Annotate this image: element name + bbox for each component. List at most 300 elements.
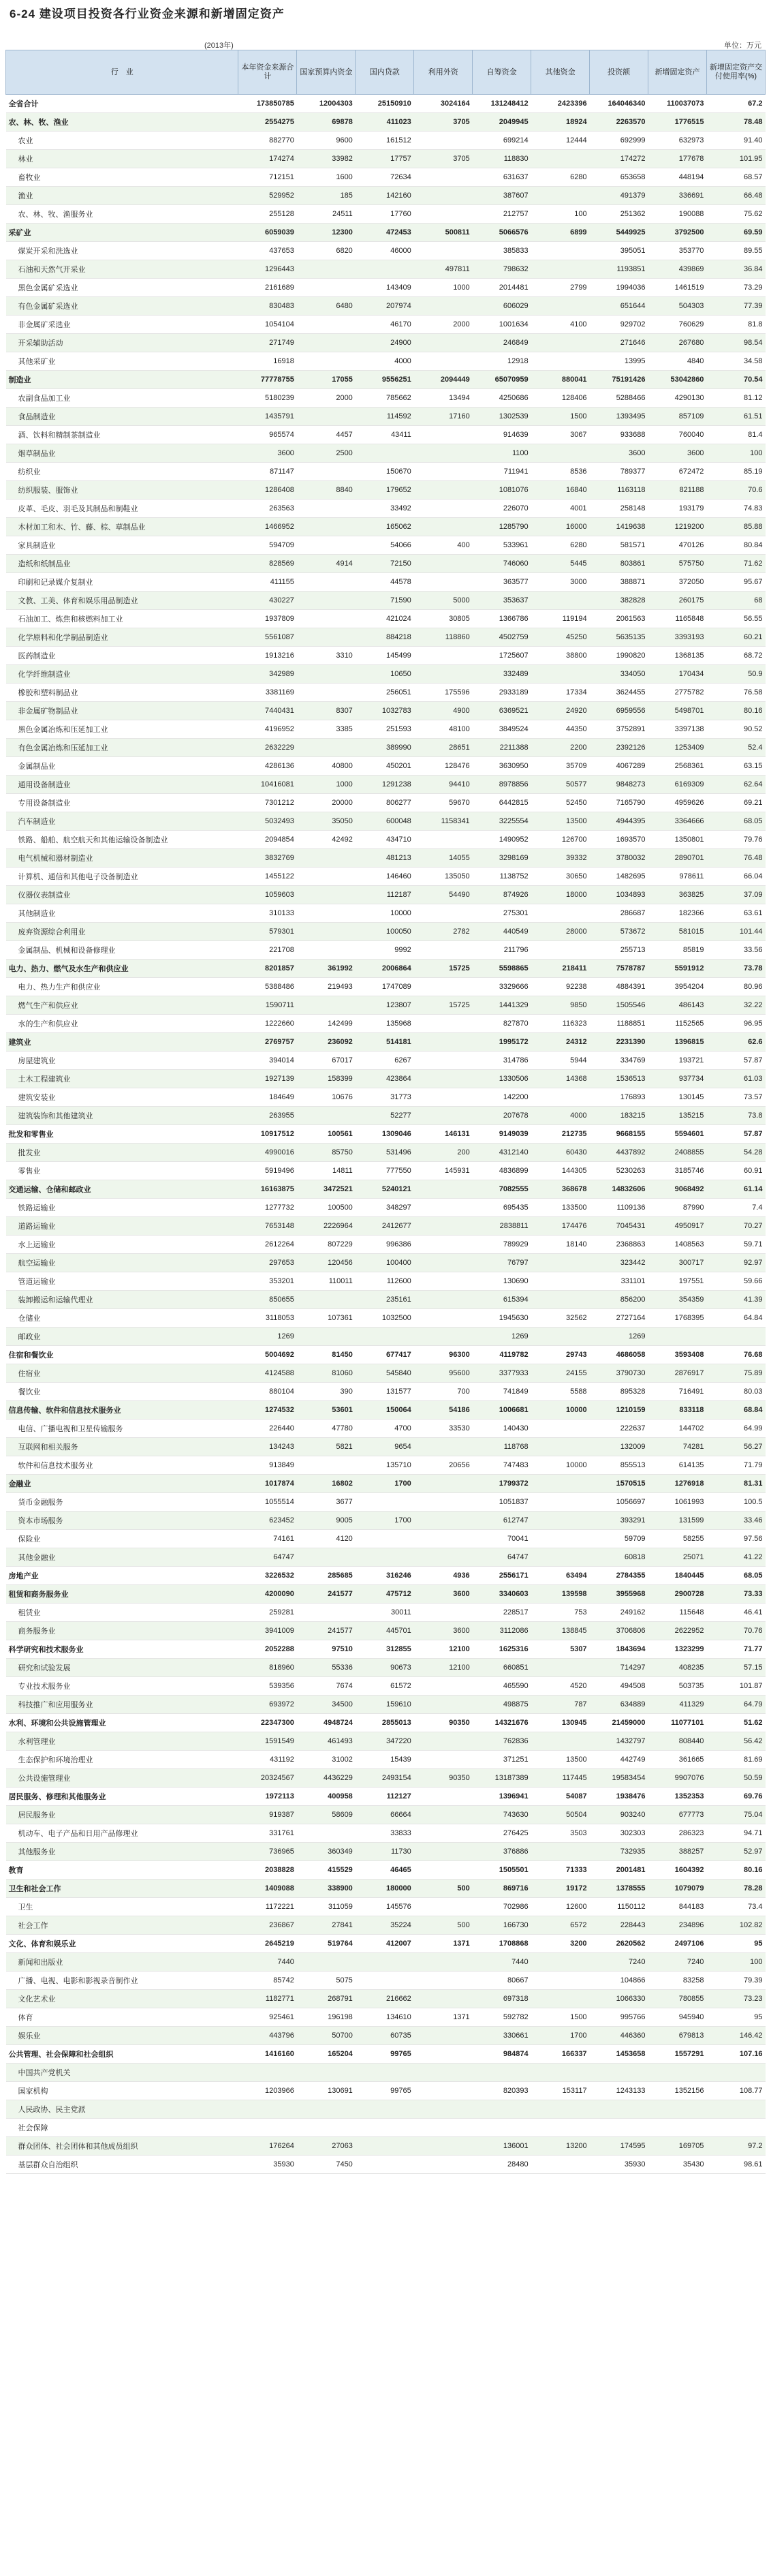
- table-row: [6, 1180, 766, 1199]
- value-cell: 780855: [648, 1990, 707, 2008]
- industry-name-cell: 基层群众自治组织: [6, 2156, 238, 2174]
- industry-name-cell: 卫生: [6, 1898, 238, 1916]
- industry-name-cell: 医药制造业: [6, 647, 238, 665]
- value-cell: 807229: [297, 1236, 356, 1254]
- value-cell: 3677: [297, 1493, 356, 1512]
- industry-name-cell: 采矿业: [6, 224, 238, 242]
- value-cell: [531, 1493, 590, 1512]
- value-cell: [238, 2064, 297, 2082]
- unit-label: 单位：万元: [724, 42, 761, 50]
- value-cell: 12300: [297, 224, 356, 242]
- table-row: [6, 2045, 766, 2064]
- table-row: [6, 1548, 766, 1567]
- value-cell: 1152565: [648, 1015, 707, 1033]
- value-cell: 123807: [356, 996, 414, 1015]
- table-row: [6, 1070, 766, 1088]
- table-row: [6, 168, 766, 187]
- table-row: [6, 1199, 766, 1217]
- value-cell: 9654: [356, 1438, 414, 1456]
- value-cell: [414, 500, 473, 518]
- value-cell: 623452: [238, 1512, 297, 1530]
- value-cell: 903240: [590, 1806, 648, 1824]
- industry-name-cell: 研究和试验发展: [6, 1659, 238, 1677]
- value-cell: 14321676: [473, 1714, 531, 1732]
- table-row: [6, 1769, 766, 1788]
- value-cell: 5635135: [590, 628, 648, 647]
- value-cell: 267680: [648, 334, 707, 352]
- value-cell: 14368: [531, 1070, 590, 1088]
- value-cell: 699214: [473, 132, 531, 150]
- value-cell: 833118: [648, 1401, 707, 1420]
- table-row: [6, 1567, 766, 1585]
- value-cell: 615394: [473, 1291, 531, 1309]
- value-cell: [297, 996, 356, 1015]
- industry-name-cell: 批发和零售业: [6, 1125, 238, 1144]
- value-cell: 430227: [238, 592, 297, 610]
- value-cell: 14832606: [590, 1180, 648, 1199]
- value-cell: [531, 187, 590, 205]
- table-row: [6, 849, 766, 868]
- value-cell: 145499: [356, 647, 414, 665]
- value-cell: 69.59: [706, 224, 765, 242]
- value-cell: 76.58: [706, 684, 765, 702]
- value-cell: 35930: [590, 2156, 648, 2174]
- value-cell: [356, 1530, 414, 1548]
- value-cell: 753: [531, 1604, 590, 1622]
- value-cell: 19583454: [590, 1769, 648, 1788]
- value-cell: 56.27: [706, 1438, 765, 1456]
- value-cell: 439869: [648, 260, 707, 279]
- table-row: [6, 352, 766, 371]
- value-cell: 1700: [531, 2027, 590, 2045]
- industry-name-cell: 农、林、牧、渔业: [6, 113, 238, 132]
- value-cell: [297, 518, 356, 536]
- value-cell: 5288466: [590, 389, 648, 408]
- value-cell: 660851: [473, 1659, 531, 1677]
- value-cell: 2497106: [648, 1935, 707, 1953]
- value-cell: 174272: [590, 150, 648, 168]
- value-cell: 3832769: [238, 849, 297, 868]
- value-cell: 145576: [356, 1898, 414, 1916]
- value-cell: 1913216: [238, 647, 297, 665]
- value-cell: 78.28: [706, 1880, 765, 1898]
- value-cell: 260175: [648, 592, 707, 610]
- value-cell: 218411: [531, 960, 590, 978]
- value-cell: [531, 941, 590, 960]
- table-row: [6, 242, 766, 260]
- value-cell: 38800: [531, 647, 590, 665]
- value-cell: 5944: [531, 1052, 590, 1070]
- table-row: [6, 941, 766, 960]
- value-cell: 96300: [414, 1346, 473, 1364]
- value-cell: [297, 2100, 356, 2119]
- value-cell: 1768395: [648, 1309, 707, 1328]
- value-cell: 3385: [297, 720, 356, 739]
- table-row: [6, 1732, 766, 1751]
- value-cell: [414, 2064, 473, 2082]
- value-cell: 443796: [238, 2027, 297, 2045]
- value-cell: 1505501: [473, 1861, 531, 1880]
- value-cell: [473, 2119, 531, 2137]
- value-cell: [414, 168, 473, 187]
- industry-name-cell: 农、林、牧、渔服务业: [6, 205, 238, 224]
- value-cell: 101.44: [706, 923, 765, 941]
- value-cell: 4000: [356, 352, 414, 371]
- value-cell: 10000: [531, 1456, 590, 1475]
- table-row: [6, 224, 766, 242]
- value-cell: 3790730: [590, 1364, 648, 1383]
- table-body: [6, 95, 766, 2174]
- value-cell: 395051: [590, 242, 648, 260]
- value-cell: 372050: [648, 573, 707, 592]
- value-cell: [356, 1953, 414, 1972]
- value-cell: 3780032: [590, 849, 648, 868]
- table-row: [6, 1475, 766, 1493]
- value-cell: [414, 941, 473, 960]
- value-cell: [531, 1438, 590, 1456]
- value-cell: 235161: [356, 1291, 414, 1309]
- value-cell: 4914: [297, 555, 356, 573]
- value-cell: 785662: [356, 389, 414, 408]
- value-cell: [414, 573, 473, 592]
- value-cell: 15439: [356, 1751, 414, 1769]
- value-cell: 193721: [648, 1052, 707, 1070]
- table-row: [6, 481, 766, 500]
- value-cell: 1138752: [473, 868, 531, 886]
- value-cell: [297, 316, 356, 334]
- value-cell: 925461: [238, 2008, 297, 2027]
- value-cell: 9068492: [648, 1180, 707, 1199]
- value-cell: 3329666: [473, 978, 531, 996]
- value-cell: 2890701: [648, 849, 707, 868]
- value-cell: 212735: [531, 1125, 590, 1144]
- value-cell: [531, 1272, 590, 1291]
- value-cell: [297, 849, 356, 868]
- value-cell: 153117: [531, 2082, 590, 2100]
- table-row: [6, 205, 766, 224]
- value-cell: 3705: [414, 150, 473, 168]
- value-cell: 347220: [356, 1732, 414, 1751]
- value-cell: [414, 444, 473, 463]
- industry-name-cell: 科技推广和应用服务业: [6, 1696, 238, 1714]
- value-cell: 3397138: [648, 720, 707, 739]
- value-cell: 415529: [297, 1861, 356, 1880]
- value-cell: 1253409: [648, 739, 707, 757]
- value-cell: 1843694: [590, 1640, 648, 1659]
- value-cell: 174595: [590, 2137, 648, 2156]
- industry-name-cell: 公共设施管理业: [6, 1769, 238, 1788]
- value-cell: 1435791: [238, 408, 297, 426]
- industry-name-cell: 金融业: [6, 1475, 238, 1493]
- value-cell: [414, 978, 473, 996]
- value-cell: [297, 573, 356, 592]
- column-header: 新增固定资产: [648, 50, 707, 95]
- value-cell: 4000: [531, 1107, 590, 1125]
- industry-name-cell: 管道运输业: [6, 1272, 238, 1291]
- value-cell: [297, 610, 356, 628]
- value-cell: 332489: [473, 665, 531, 684]
- table-row: [6, 316, 766, 334]
- value-cell: 423864: [356, 1070, 414, 1088]
- value-cell: [414, 297, 473, 316]
- value-cell: 312855: [356, 1640, 414, 1659]
- table-row: [6, 739, 766, 757]
- value-cell: 61572: [356, 1677, 414, 1696]
- value-cell: 491379: [590, 187, 648, 205]
- value-cell: [648, 2064, 707, 2082]
- value-cell: 575750: [648, 555, 707, 573]
- value-cell: 330661: [473, 2027, 531, 2045]
- value-cell: 54186: [414, 1401, 473, 1420]
- value-cell: 382828: [590, 592, 648, 610]
- value-cell: 92.97: [706, 1254, 765, 1272]
- value-cell: 72634: [356, 168, 414, 187]
- value-cell: [297, 1548, 356, 1567]
- value-cell: [531, 1972, 590, 1990]
- value-cell: 13200: [531, 2137, 590, 2156]
- value-cell: 2412677: [356, 1217, 414, 1236]
- value-cell: 820393: [473, 2082, 531, 2100]
- value-cell: 3706806: [590, 1622, 648, 1640]
- value-cell: 411155: [238, 573, 297, 592]
- value-cell: 5919496: [238, 1162, 297, 1180]
- value-cell: 1500: [531, 408, 590, 426]
- value-cell: 3340603: [473, 1585, 531, 1604]
- value-cell: [531, 2119, 590, 2137]
- value-cell: 95.67: [706, 573, 765, 592]
- value-cell: 5180239: [238, 389, 297, 408]
- value-cell: 11730: [356, 1843, 414, 1861]
- table-row: [6, 1309, 766, 1328]
- value-cell: [297, 1291, 356, 1309]
- value-cell: 4124588: [238, 1364, 297, 1383]
- value-cell: 16802: [297, 1475, 356, 1493]
- table-row: [6, 812, 766, 831]
- value-cell: 271646: [590, 334, 648, 352]
- value-cell: 760040: [648, 426, 707, 444]
- value-cell: 34.58: [706, 352, 765, 371]
- value-cell: 10676: [297, 1088, 356, 1107]
- value-cell: 10650: [356, 665, 414, 684]
- value-cell: 33492: [356, 500, 414, 518]
- value-cell: 27841: [297, 1916, 356, 1935]
- value-cell: 251362: [590, 205, 648, 224]
- value-cell: 46170: [356, 316, 414, 334]
- value-cell: 461493: [297, 1732, 356, 1751]
- value-cell: 4944395: [590, 812, 648, 831]
- table-row: [6, 150, 766, 168]
- value-cell: 2900728: [648, 1585, 707, 1604]
- value-cell: 1056697: [590, 1493, 648, 1512]
- value-cell: 316246: [356, 1567, 414, 1585]
- value-cell: [414, 187, 473, 205]
- value-cell: 334769: [590, 1052, 648, 1070]
- value-cell: 361992: [297, 960, 356, 978]
- value-cell: 612747: [473, 1512, 531, 1530]
- value-cell: 3377933: [473, 1364, 531, 1383]
- value-cell: 445701: [356, 1622, 414, 1640]
- value-cell: [414, 1806, 473, 1824]
- value-cell: 2094854: [238, 831, 297, 849]
- value-cell: 830483: [238, 297, 297, 316]
- table-row: [6, 1272, 766, 1291]
- value-cell: [590, 2119, 648, 2137]
- value-cell: 13187389: [473, 1769, 531, 1788]
- table-row: [6, 1843, 766, 1861]
- value-cell: 135050: [414, 868, 473, 886]
- table-row: [6, 1714, 766, 1732]
- value-cell: [297, 941, 356, 960]
- value-cell: 1330506: [473, 1070, 531, 1088]
- value-cell: 100050: [356, 923, 414, 941]
- industry-name-cell: 邮政业: [6, 1328, 238, 1346]
- value-cell: 371251: [473, 1751, 531, 1769]
- value-cell: [297, 923, 356, 941]
- value-cell: 389990: [356, 739, 414, 757]
- value-cell: 2226964: [297, 1217, 356, 1236]
- table-row: [6, 1880, 766, 1898]
- value-cell: 275301: [473, 904, 531, 923]
- value-cell: 71.77: [706, 1640, 765, 1659]
- value-cell: [297, 500, 356, 518]
- value-cell: [297, 2119, 356, 2137]
- value-cell: 437653: [238, 242, 297, 260]
- value-cell: 716491: [648, 1383, 707, 1401]
- value-cell: 844183: [648, 1898, 707, 1916]
- value-cell: 75.04: [706, 1806, 765, 1824]
- industry-name-cell: 货币金融服务: [6, 1493, 238, 1512]
- value-cell: 1269: [590, 1328, 648, 1346]
- value-cell: 1455122: [238, 868, 297, 886]
- value-cell: 81.12: [706, 389, 765, 408]
- value-cell: 2001481: [590, 1861, 648, 1880]
- value-cell: 697318: [473, 1990, 531, 2008]
- value-cell: 1945630: [473, 1309, 531, 1328]
- industry-name-cell: 电力、热力生产和供应业: [6, 978, 238, 996]
- value-cell: [531, 1990, 590, 2008]
- value-cell: 110011: [297, 1272, 356, 1291]
- table-row: [6, 702, 766, 720]
- value-cell: 363825: [648, 886, 707, 904]
- value-cell: 302303: [590, 1824, 648, 1843]
- value-cell: 236867: [238, 1916, 297, 1935]
- value-cell: 4437892: [590, 1144, 648, 1162]
- value-cell: 207678: [473, 1107, 531, 1125]
- value-cell: 7440: [238, 1953, 297, 1972]
- value-cell: 1536513: [590, 1070, 648, 1088]
- value-cell: 1001634: [473, 316, 531, 334]
- value-cell: 1416160: [238, 2045, 297, 2064]
- value-cell: 6480: [297, 297, 356, 316]
- value-cell: 1505546: [590, 996, 648, 1015]
- value-cell: 7.4: [706, 1199, 765, 1217]
- value-cell: 828569: [238, 555, 297, 573]
- value-cell: 6267: [356, 1052, 414, 1070]
- value-cell: 1396941: [473, 1788, 531, 1806]
- value-cell: [414, 1254, 473, 1272]
- value-cell: [297, 2064, 356, 2082]
- value-cell: 2784355: [590, 1567, 648, 1585]
- value-cell: 5591912: [648, 960, 707, 978]
- value-cell: 695435: [473, 1199, 531, 1217]
- value-cell: 85750: [297, 1144, 356, 1162]
- value-cell: 3067: [531, 426, 590, 444]
- industry-name-cell: 非金属矿采选业: [6, 316, 238, 334]
- value-cell: 1419638: [590, 518, 648, 536]
- value-cell: 3954204: [648, 978, 707, 996]
- value-cell: 142160: [356, 187, 414, 205]
- value-cell: 884218: [356, 628, 414, 647]
- value-cell: 6280: [531, 536, 590, 555]
- value-cell: 331761: [238, 1824, 297, 1843]
- value-cell: 28651: [414, 739, 473, 757]
- value-cell: 342989: [238, 665, 297, 684]
- value-cell: 1625316: [473, 1640, 531, 1659]
- value-cell: [414, 1751, 473, 1769]
- value-cell: 176893: [590, 1088, 648, 1107]
- value-cell: 132009: [590, 1438, 648, 1456]
- industry-name-cell: 农副食品加工业: [6, 389, 238, 408]
- value-cell: 1927139: [238, 1070, 297, 1088]
- value-cell: 1269: [238, 1328, 297, 1346]
- value-cell: 249162: [590, 1604, 648, 1622]
- header-row: [6, 50, 766, 95]
- value-cell: 32562: [531, 1309, 590, 1328]
- value-cell: 5561087: [238, 628, 297, 647]
- column-header: 利用外资: [414, 50, 473, 95]
- value-cell: 17334: [531, 684, 590, 702]
- industry-name-cell: 电气机械和器材制造业: [6, 849, 238, 868]
- value-cell: 1378555: [590, 1880, 648, 1898]
- industry-name-cell: 建筑装饰和其他建筑业: [6, 1107, 238, 1125]
- value-cell: 8536: [531, 463, 590, 481]
- value-cell: 1150112: [590, 1898, 648, 1916]
- value-cell: 59670: [414, 794, 473, 812]
- table-row: [6, 1824, 766, 1843]
- value-cell: 52277: [356, 1107, 414, 1125]
- industry-name-cell: 印刷和记录媒介复制业: [6, 573, 238, 592]
- value-cell: [414, 1824, 473, 1843]
- value-cell: 65070959: [473, 371, 531, 389]
- value-cell: 263955: [238, 1107, 297, 1125]
- value-cell: 1366786: [473, 610, 531, 628]
- value-cell: 5240121: [356, 1180, 414, 1199]
- value-cell: [414, 1180, 473, 1199]
- value-cell: 184649: [238, 1088, 297, 1107]
- value-cell: [356, 260, 414, 279]
- value-cell: 7653148: [238, 1217, 297, 1236]
- value-cell: 497811: [414, 260, 473, 279]
- value-cell: 95600: [414, 1364, 473, 1383]
- value-cell: 448194: [648, 168, 707, 187]
- value-cell: [414, 1493, 473, 1512]
- value-cell: 35430: [648, 2156, 707, 2174]
- value-cell: 241577: [297, 1585, 356, 1604]
- value-cell: 600048: [356, 812, 414, 831]
- value-cell: 475712: [356, 1585, 414, 1604]
- value-cell: 677417: [356, 1346, 414, 1364]
- value-cell: 50504: [531, 1806, 590, 1824]
- value-cell: [706, 2119, 765, 2137]
- value-cell: [297, 1604, 356, 1622]
- value-cell: 500: [414, 1880, 473, 1898]
- value-cell: 33.56: [706, 941, 765, 960]
- value-cell: [297, 904, 356, 923]
- table-row: [6, 794, 766, 812]
- value-cell: 7082555: [473, 1180, 531, 1199]
- value-cell: 158399: [297, 1070, 356, 1088]
- value-cell: 21459000: [590, 1714, 648, 1732]
